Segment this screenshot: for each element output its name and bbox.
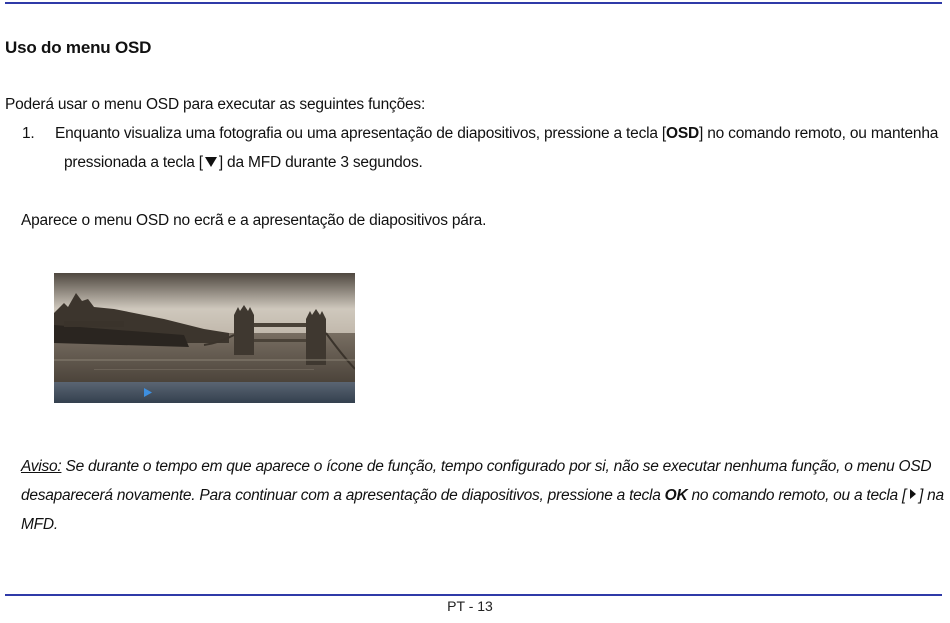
- warning-text-2a: desaparecerá novamente. Para continuar com a apresentação de diapositivos, pressione a tecla: [21, 487, 665, 504]
- warning-text-2c: ] na: [919, 487, 944, 504]
- warning-line-1: [21, 458, 931, 476]
- tower-bridge-photo: [54, 273, 355, 403]
- top-rule: [5, 2, 942, 4]
- page-number: PT - 13: [447, 598, 493, 614]
- ok-key-label: OK: [664, 487, 688, 504]
- step-text-a: Enquanto visualiza uma fotografia ou uma apresentação de diapositivos, pressione a tecla [: [55, 125, 666, 142]
- intro-text: Poderá usar o menu OSD para executar as seguintes funções:: [5, 96, 426, 113]
- warning-text-2b: no comando remoto, ou a tecla [: [687, 487, 907, 504]
- step-text-d: ] da MFD durante 3 segundos.: [218, 154, 423, 171]
- appears-text: Aparece o menu OSD no ecrã e a apresentação de diapositivos pára.: [21, 212, 487, 229]
- warning-label: Aviso:: [21, 458, 62, 475]
- section-heading: Uso do menu OSD: [5, 38, 152, 57]
- step-text-c: pressionada a tecla [: [64, 154, 203, 171]
- step-line-2: [64, 154, 423, 172]
- step-line-1: [55, 125, 938, 143]
- osd-key-label: OSD: [666, 125, 699, 142]
- warning-text-1: Se durante o tempo em que aparece o ícone de função, tempo configurado por si, não se executar nenhuma função, o menu OSD: [61, 458, 932, 475]
- bottom-rule: [5, 594, 942, 596]
- step-number: 1.: [22, 125, 35, 142]
- warning-line-3: MFD.: [21, 516, 58, 533]
- right-arrow-icon: [910, 489, 916, 499]
- down-arrow-icon: [205, 157, 217, 167]
- warning-line-2: [21, 487, 944, 505]
- step-text-b: ] no comando remoto, ou mantenha: [699, 125, 939, 142]
- osd-screenshot-image: [54, 273, 355, 403]
